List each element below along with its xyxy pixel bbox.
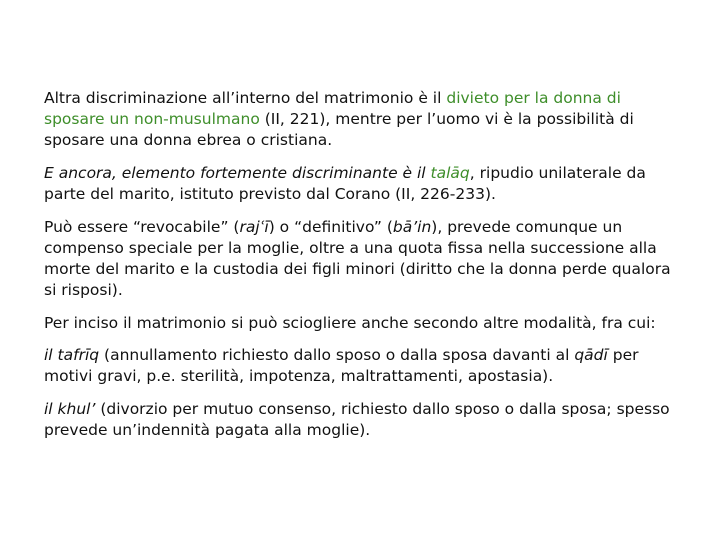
term-tafriq: il tafrīq [44, 346, 100, 364]
text-run: (II, 221), mentre per l’uomo vi è la possibilità di sposare una donna ebrea o cristiana. [44, 110, 634, 149]
term-raji: rajʿī [239, 218, 269, 236]
term-khul: il khul’ [44, 400, 96, 418]
text-run: ) o “definitivo” ( [268, 218, 393, 236]
slide-body [44, 88, 684, 453]
highlight-divieto: divieto per la donna di sposare un non-musulmano [44, 89, 621, 128]
text-run: (divorzio per mutuo consenso, richiesto dallo sposo o dalla sposa; spesso prevede un’indennità pagata alla moglie). [44, 400, 670, 439]
italic-run: E ancora, elemento fortemente discriminante è il [44, 164, 431, 182]
paragraph-divieto [44, 88, 684, 151]
text-run: Può essere “revocabile” ( [44, 218, 240, 236]
text-run: per motivi gravi, p.e. sterilità, impotenza, maltrattamenti, apostasia). [44, 346, 639, 385]
paragraph-khul [44, 399, 684, 441]
highlight-talaq: talāq [430, 164, 470, 182]
text-run: (annullamento richiesto dallo sposo o dalla sposa davanti al [99, 346, 575, 364]
text-run: , ripudio unilaterale da parte del marito, istituto previsto dal Corano (II, 226-233). [44, 164, 646, 203]
term-qadi: qādī [574, 346, 608, 364]
paragraph-revocabile [44, 217, 684, 301]
paragraph-per-inciso [44, 313, 684, 334]
text-run: Altra discriminazione all’interno del matrimonio è il [44, 89, 447, 107]
term-bain: bā’in [392, 218, 432, 236]
text-run: ), prevede comunque un compenso speciale per la moglie, oltre a una quota fissa nella successione alla morte del marito e la custodia dei figli minori (diritto che la donna perde qualora si risposi). [44, 218, 671, 299]
paragraph-talaq [44, 163, 684, 205]
text-run: Per inciso il matrimonio si può sciogliere anche secondo altre modalità, fra cui: [44, 314, 656, 332]
paragraph-tafriq [44, 345, 684, 387]
